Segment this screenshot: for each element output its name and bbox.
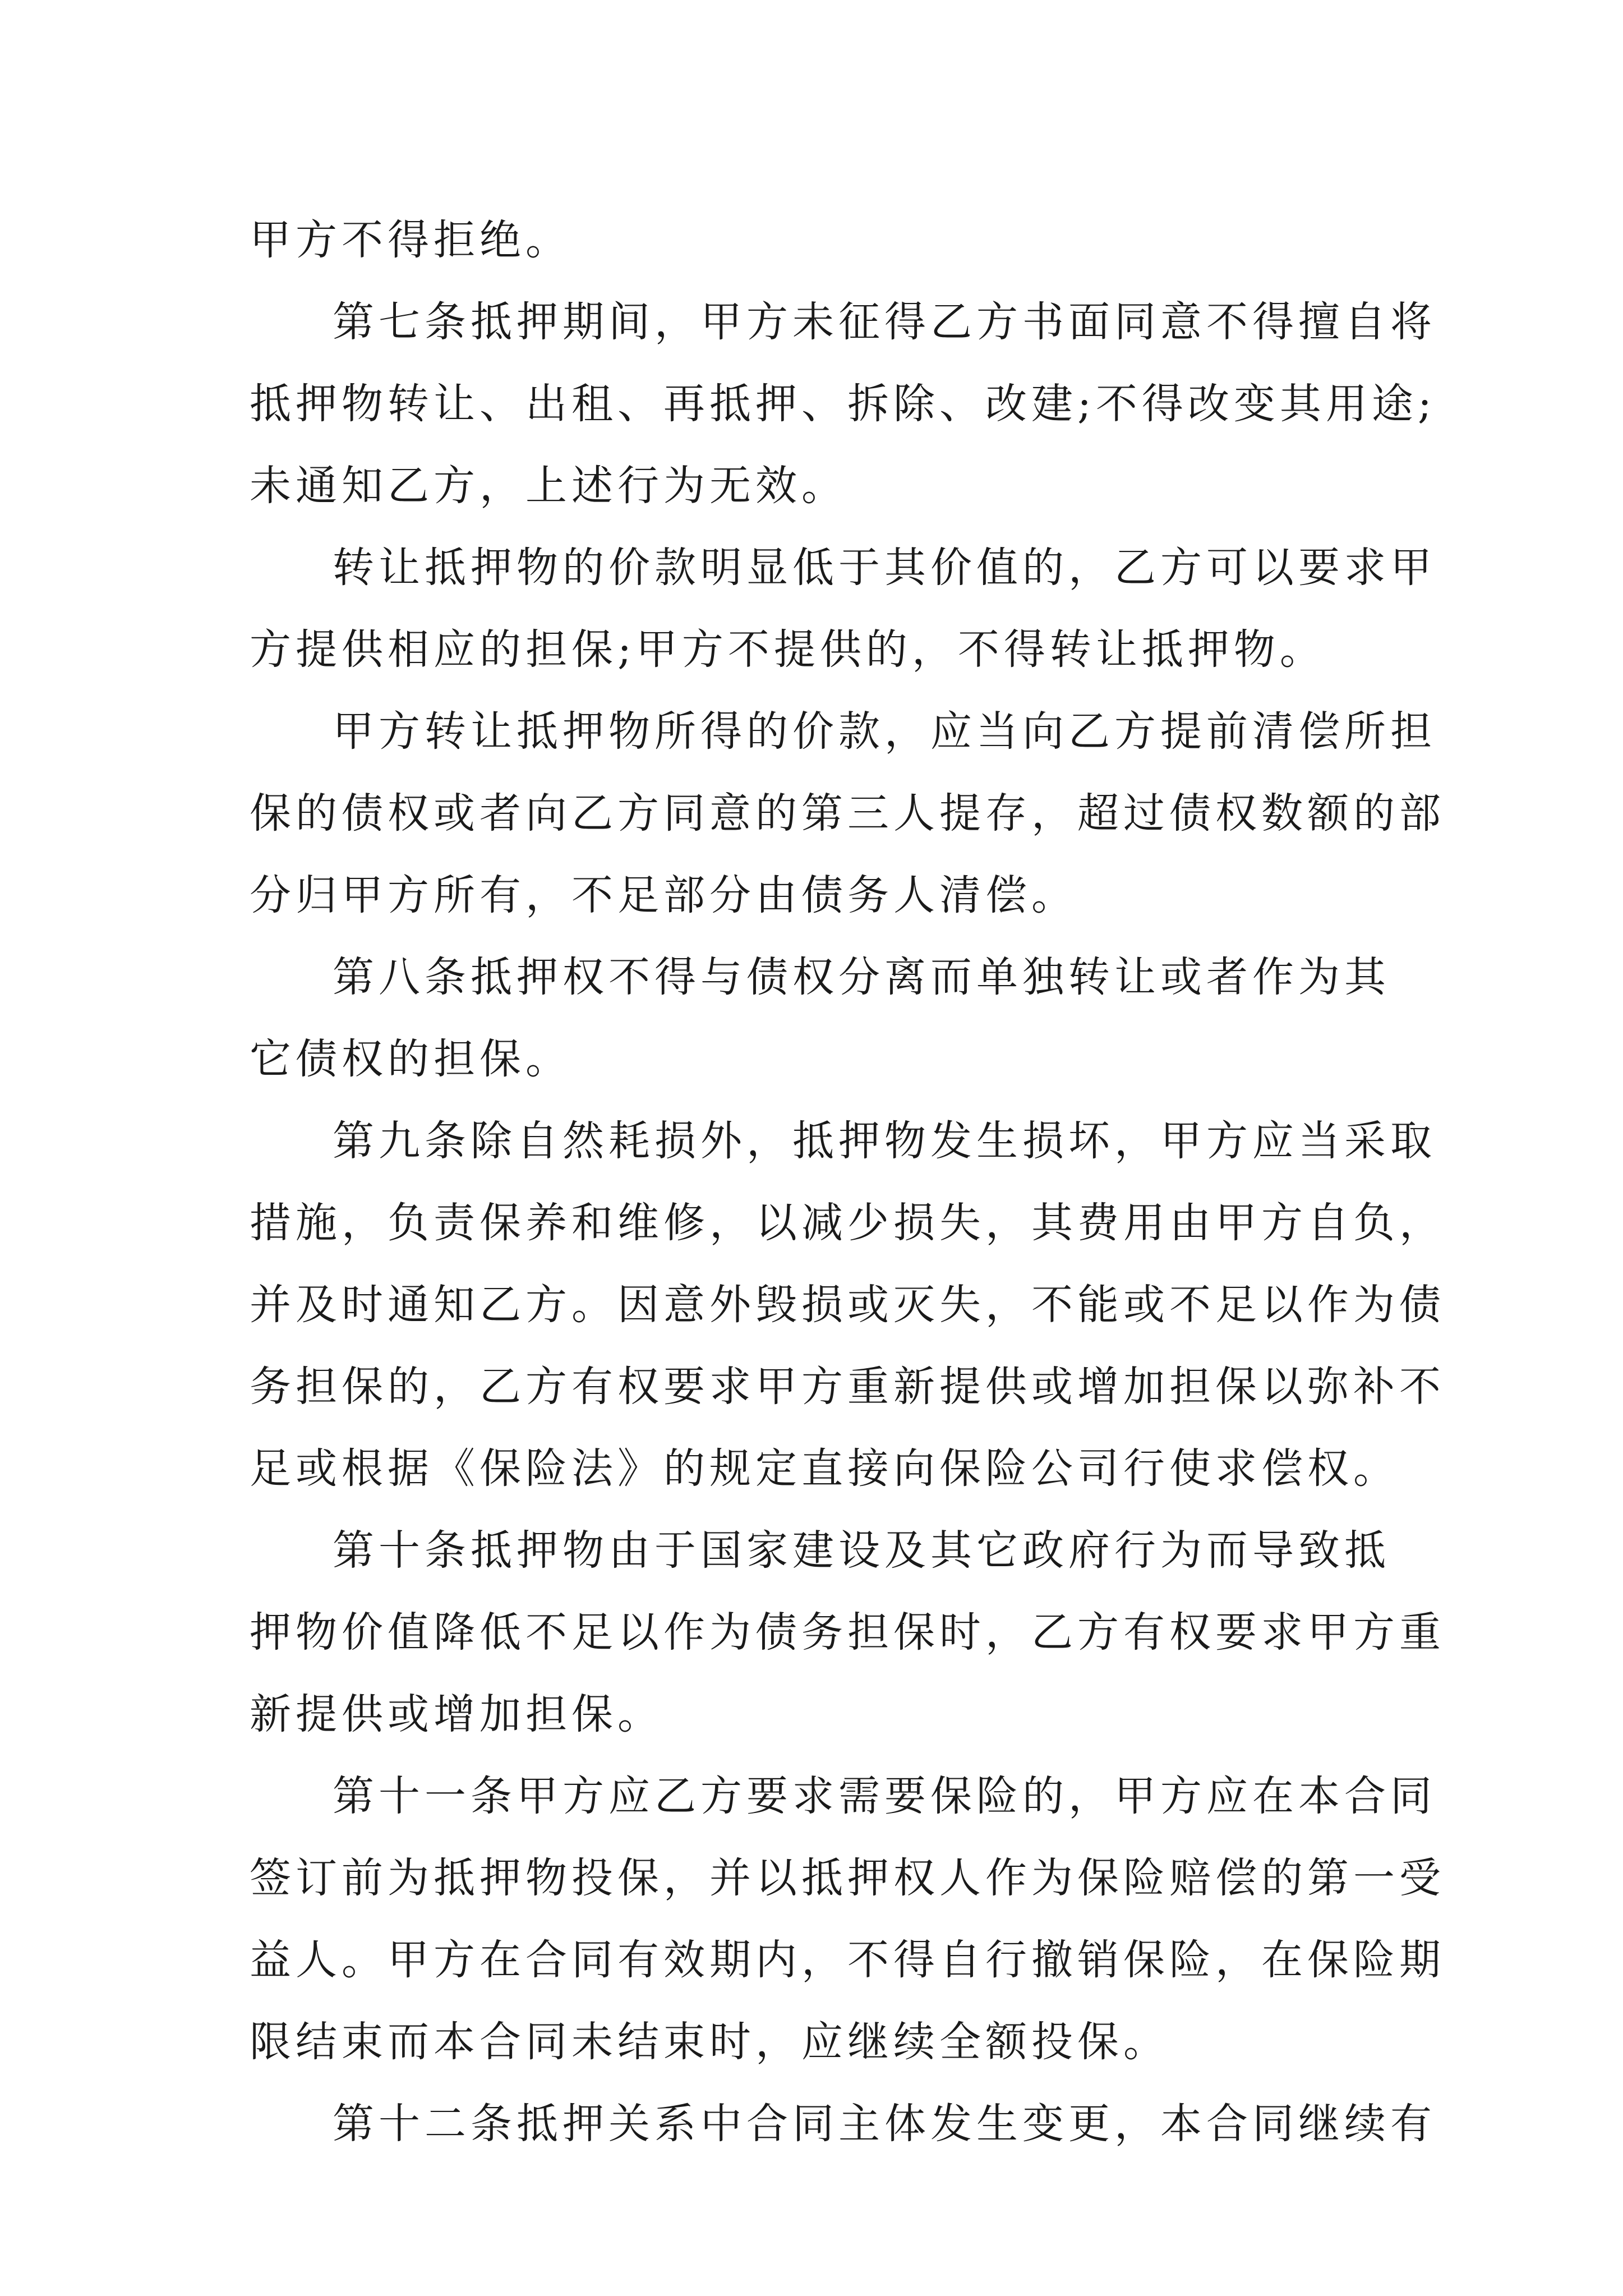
text-line: 务担保的，乙方有权要求甲方重新提供或增加担保以弥补不 <box>250 1363 1445 1411</box>
text-line: 第七条抵押期间，甲方未征得乙方书面同意不得擅自将 <box>333 298 1436 346</box>
text-line: 方提供相应的担保;甲方不提供的，不得转让抵押物。 <box>250 625 1326 674</box>
text-line: 签订前为抵押物投保，并以抵押权人作为保险赔偿的第一受 <box>250 1854 1445 1902</box>
document-body <box>250 199 1445 2165</box>
text-line: 甲方转让抵押物所得的价款，应当向乙方提前清偿所担 <box>333 707 1436 756</box>
text-line: 第八条抵押权不得与债权分离而单独转让或者作为其 <box>333 953 1390 1001</box>
text-line: 转让抵押物的价款明显低于其价值的，乙方可以要求甲 <box>333 544 1436 592</box>
text-line: 分归甲方所有，不足部分由债务人清偿。 <box>250 871 1077 919</box>
text-line: 第十二条抵押关系中合同主体发生变更，本合同继续有 <box>333 2100 1436 2148</box>
text-line: 第十一条甲方应乙方要求需要保险的，甲方应在本合同 <box>333 1772 1436 1820</box>
text-line: 限结束而本合同未结束时，应继续全额投保。 <box>250 2018 1169 2066</box>
text-line: 足或根据《保险法》的规定直接向保险公司行使求偿权。 <box>250 1444 1399 1493</box>
text-line: 抵押物转让、出租、再抵押、拆除、改建;不得改变其用途; <box>250 380 1436 428</box>
text-line: 未通知乙方，上述行为无效。 <box>250 462 847 510</box>
text-line: 新提供或增加担保。 <box>250 1690 663 1738</box>
text-line: 第九条除自然耗损外，抵押物发生损坏，甲方应当采取 <box>333 1117 1436 1165</box>
text-line: 益人。甲方在合同有效期内，不得自行撤销保险，在保险期 <box>250 1936 1445 1984</box>
text-line: 措施，负责保养和维修，以减少损失，其费用由甲方自负， <box>250 1199 1445 1247</box>
text-line: 保的债权或者向乙方同意的第三人提存，超过债权数额的部 <box>250 789 1445 838</box>
text-line: 第十条抵押物由于国家建设及其它政府行为而导致抵 <box>333 1526 1390 1575</box>
text-line: 甲方不得拒绝。 <box>250 216 571 264</box>
text-line: 押物价值降低不足以作为债务担保时，乙方有权要求甲方重 <box>250 1608 1445 1657</box>
text-line: 并及时通知乙方。因意外毁损或灭失，不能或不足以作为债 <box>250 1281 1445 1329</box>
text-line: 它债权的担保。 <box>250 1035 571 1083</box>
